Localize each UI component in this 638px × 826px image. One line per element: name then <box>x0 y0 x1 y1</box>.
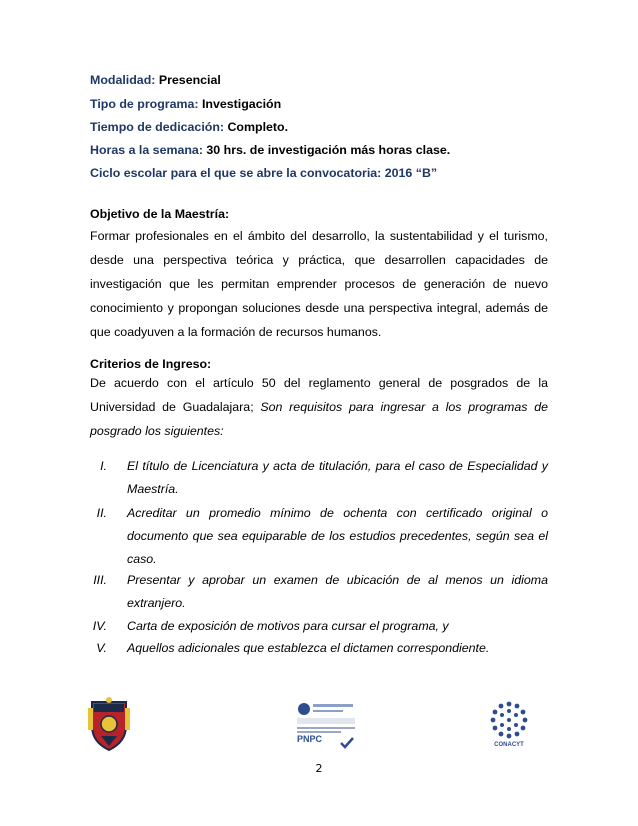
list-item-text: Presentar y aprobar un examen de ubicación de al menos un idioma extranjero. <box>127 573 548 610</box>
list-item-text: Aquellos adicionales que establezca el dictamen correspondiente. <box>127 641 490 655</box>
objetivo-heading: Objetivo de la Maestría: <box>90 207 230 221</box>
field-ciclo-escolar <box>90 165 437 181</box>
objetivo-paragraph: Formar profesionales en el ámbito del desarrollo, la sustentabilidad y el turismo, desde una perspectiva teórica y práctica, que desarrollen capacidades de investigación que les permitan emprender procesos de generación de nuevo conocimiento y propongan soluciones desde una perspectiva integral, además de que coadyuven a la formación de recursos humanos. <box>90 229 548 339</box>
field-label: Horas a la semana: <box>90 143 203 157</box>
conacyt-logo <box>489 700 529 747</box>
pnpc-label: PNPC <box>297 734 323 744</box>
field-label: Modalidad: <box>90 73 156 87</box>
field-tipo-programa <box>90 96 281 112</box>
list-item-text: Acreditar un promedio mínimo de ochenta con certificado original o documento que sea equiparable de los estudios precedentes, según sea el caso. <box>127 506 548 566</box>
criterios-intro <box>90 371 548 443</box>
list-item-text: Carta de exposición de motivos para cursar el programa, y <box>127 619 449 633</box>
field-value: Completo. <box>224 120 289 134</box>
udg-shield-logo <box>86 696 132 757</box>
list-item-number: V. <box>96 641 107 655</box>
pnpc-logo <box>295 701 359 756</box>
field-tiempo-dedicacion <box>90 119 288 135</box>
field-horas-semana <box>90 142 450 158</box>
list-item-number: I. <box>100 459 107 473</box>
conacyt-label: CONACYT <box>494 742 524 748</box>
page-number: 2 <box>315 762 323 775</box>
field-value: Presencial <box>155 73 221 87</box>
criterios-intro-text: De acuerdo con el artículo 50 del reglamento general de posgrados de la Universidad de Guadalajara; <box>90 376 548 414</box>
field-label: Ciclo escolar para el que se abre la convocatoria: 2016 “B” <box>90 166 438 180</box>
field-value: Investigación <box>198 97 282 111</box>
field-modalidad <box>90 72 221 88</box>
list-item-number: III. <box>93 573 107 587</box>
criterios-heading: Criterios de Ingreso: <box>90 357 212 371</box>
criterios-intro-italic: Son requisitos para ingresar a los programas de posgrado los siguientes: <box>90 400 548 438</box>
list-item-number: II. <box>96 506 107 520</box>
list-item-number: IV. <box>92 619 107 633</box>
list-item-text: El título de Licenciatura y acta de titulación, para el caso de Especialidad y Maestría. <box>127 459 548 496</box>
field-label: Tiempo de dedicación: <box>90 120 225 134</box>
field-value: 30 hrs. de investigación más horas clase. <box>202 143 451 157</box>
field-label: Tipo de programa: <box>90 97 199 111</box>
